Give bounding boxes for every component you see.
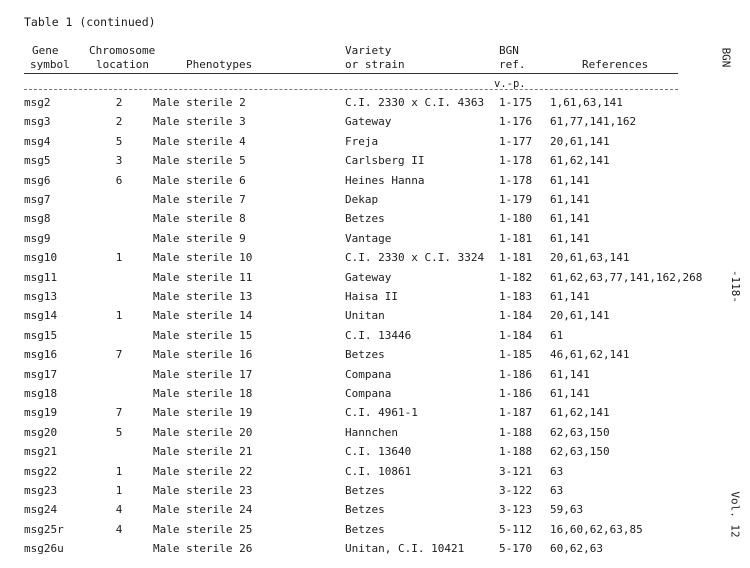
chromosome-location-cell: 1 [115,251,123,265]
references-cell: 63 [550,484,564,497]
variety-or-strain-cell: Freja [345,134,379,148]
phenotype-cell: Male sterile 18 [153,387,253,400]
gene-symbol-cell: msg10 [24,251,58,265]
phenotype-cell: Male sterile 8 [153,212,246,226]
gene-symbol-cell: msg21 [24,445,58,459]
phenotype-cell: Male sterile 23 [153,484,253,497]
variety-or-strain-cell: Hannchen [345,425,398,439]
phenotype-cell: Male sterile 26 [153,542,253,556]
table-row [0,251,750,270]
header-variety-line2: or strain [345,58,405,71]
references-cell: 60,62,63 [550,542,603,556]
bgn-reference-cell: 1-177 [499,134,533,148]
header-bgn-line1: BGN [499,44,519,57]
gene-symbol-cell: msg23 [24,484,58,497]
table-row [0,309,750,328]
variety-or-strain-cell: Unitan, C.I. 10421 [345,542,465,556]
gene-symbol-cell: msg19 [24,406,58,420]
bgn-reference-cell: 1-180 [499,212,533,226]
gene-symbol-cell: msg4 [24,134,51,148]
variety-or-strain-cell: C.I. 13446 [345,328,412,342]
phenotype-cell: Male sterile 24 [153,503,253,517]
bgn-reference-cell: 1-175 [499,96,533,109]
header-chromosome-line2: location [96,58,149,71]
table-row [0,154,750,173]
gene-symbol-cell: msg14 [24,309,58,323]
phenotype-cell: Male sterile 22 [153,464,253,478]
table-row [0,368,750,387]
gene-symbol-cell: msg2 [24,96,51,109]
header-phenotypes: Phenotypes [186,58,253,71]
gene-symbol-cell: msg15 [24,328,58,342]
phenotype-cell: Male sterile 10 [153,251,253,265]
table-row [0,406,750,425]
references-cell: 61,62,63,77,141,162,268 [550,270,703,284]
references-cell: 61,77,141,162 [550,115,637,129]
bgn-reference-cell: 1-188 [499,425,533,439]
header-gene-line1: Gene [32,44,59,57]
header-chromosome-line1: Chromosome [89,44,156,57]
bgn-reference-cell: 3-123 [499,503,533,517]
bgn-reference-cell: 5-170 [499,542,533,556]
phenotype-cell: Male sterile 16 [153,348,253,362]
variety-or-strain-cell: C.I. 2330 x C.I. 3324 [345,251,485,265]
gene-symbol-cell: msg11 [24,270,58,284]
variety-or-strain-cell: Gateway [345,270,392,284]
bgn-reference-cell: 1-186 [499,367,533,381]
references-cell: 59,63 [550,503,584,517]
variety-or-strain-cell: Heines Hanna [345,173,425,187]
table-row [0,271,750,290]
chromosome-location-cell: 1 [115,464,123,478]
phenotype-cell: Male sterile 7 [153,193,246,206]
chromosome-location-cell: 1 [115,484,123,497]
margin-journal: BGN [719,47,733,68]
header-rule-top [24,73,678,74]
chromosome-location-cell: 3 [115,154,123,168]
gene-symbol-cell: msg22 [24,464,58,478]
references-cell: 20,61,141 [550,309,610,323]
variety-or-strain-cell: C.I. 10861 [345,464,412,478]
gene-symbol-cell: msg13 [24,290,58,303]
bgn-reference-cell: 1-186 [499,387,533,400]
references-cell: 63 [550,464,564,478]
variety-or-strain-cell: Haisa II [345,290,398,303]
phenotype-cell: Male sterile 3 [153,115,246,129]
phenotype-cell: Male sterile 21 [153,445,253,459]
table-row [0,329,750,348]
variety-or-strain-cell: Betzes [345,522,385,536]
header-variety-line1: Variety [345,44,392,57]
phenotype-cell: Male sterile 17 [153,367,253,381]
references-cell: 1,61,63,141 [550,96,623,109]
variety-or-strain-cell: Vantage [345,231,392,245]
bgn-reference-cell: 1-184 [499,328,533,342]
table-row [0,426,750,445]
header-rule-bottom [24,89,678,90]
phenotype-cell: Male sterile 20 [153,425,253,439]
references-cell: 61 [550,328,564,342]
references-cell: 16,60,62,63,85 [550,522,643,536]
phenotype-cell: Male sterile 25 [153,522,253,536]
variety-or-strain-cell: Betzes [345,212,385,226]
variety-or-strain-cell: Compana [345,367,392,381]
header-references: References [582,58,649,71]
table-row [0,484,750,503]
references-cell: 61,141 [550,231,590,245]
header-variety [345,44,405,72]
phenotype-cell: Male sterile 6 [153,173,246,187]
table-row [0,542,750,561]
bgn-reference-cell: 1-185 [499,348,533,362]
variety-or-strain-cell: C.I. 4961-1 [345,406,418,420]
variety-or-strain-cell: Betzes [345,348,385,362]
variety-or-strain-cell: C.I. 13640 [345,445,412,459]
variety-or-strain-cell: Betzes [345,484,385,497]
gene-symbol-cell: msg5 [24,154,51,168]
gene-symbol-cell: msg9 [24,231,51,245]
header-gene [30,44,70,72]
variety-or-strain-cell: Betzes [345,503,385,517]
table-row [0,174,750,193]
table-row [0,503,750,522]
bgn-reference-cell: 1-178 [499,173,533,187]
table-row [0,232,750,251]
references-cell: 20,61,141 [550,134,610,148]
bgn-reference-cell: 3-121 [499,464,533,478]
chromosome-location-cell: 5 [115,134,123,148]
variety-or-strain-cell: Dekap [345,193,379,206]
variety-or-strain-cell: Carlsberg II [345,154,425,168]
gene-symbol-cell: msg17 [24,367,58,381]
gene-symbol-cell: msg18 [24,387,58,400]
table-row [0,290,750,309]
table-row [0,348,750,367]
phenotype-cell: Male sterile 4 [153,134,246,148]
references-cell: 62,63,150 [550,425,610,439]
chromosome-location-cell: 6 [115,173,123,187]
references-cell: 61,141 [550,212,590,226]
gene-symbol-cell: msg8 [24,212,51,226]
phenotype-cell: Male sterile 9 [153,231,246,245]
references-cell: 46,61,62,141 [550,348,630,362]
bgn-reference-cell: 1-181 [499,231,533,245]
references-cell: 61,62,141 [550,406,610,420]
bgn-subheader: v.-p. [494,78,526,90]
bgn-reference-cell: 1-182 [499,270,533,284]
table-row [0,135,750,154]
gene-symbol-cell: msg16 [24,348,58,362]
table-caption: Table 1 (continued) [24,15,156,29]
table-row [0,387,750,406]
header-chromosome [89,44,155,72]
table-row [0,445,750,464]
variety-or-strain-cell: Compana [345,387,392,400]
bgn-reference-cell: 1-184 [499,309,533,323]
chromosome-location-cell: 1 [115,309,123,323]
header-gene-line2: symbol [30,58,70,71]
chromosome-location-cell: 2 [115,96,123,109]
table-row [0,465,750,484]
variety-or-strain-cell: Unitan [345,309,385,323]
bgn-reference-cell: 1-176 [499,115,533,129]
header-bgn [499,44,526,72]
bgn-reference-cell: 1-181 [499,251,533,265]
table-row [0,96,750,115]
phenotype-cell: Male sterile 11 [153,270,253,284]
phenotype-cell: Male sterile 15 [153,328,253,342]
references-cell: 62,63,150 [550,445,610,459]
bgn-reference-cell: 5-112 [499,522,533,536]
gene-symbol-cell: msg7 [24,193,51,206]
chromosome-location-cell: 7 [115,348,123,362]
table-row [0,212,750,231]
table-row [0,115,750,134]
references-cell: 61,141 [550,193,590,206]
bgn-reference-cell: 3-122 [499,484,533,497]
bgn-reference-cell: 1-187 [499,406,533,420]
chromosome-location-cell: 2 [115,115,123,129]
gene-symbol-cell: msg3 [24,115,51,129]
references-cell: 61,141 [550,387,590,400]
references-cell: 61,62,141 [550,154,610,168]
bgn-reference-cell: 1-183 [499,290,533,303]
phenotype-cell: Male sterile 13 [153,290,253,303]
gene-symbol-cell: msg26u [24,542,64,556]
phenotype-cell: Male sterile 5 [153,154,246,168]
bgn-reference-cell: 1-178 [499,154,533,168]
references-cell: 61,141 [550,290,590,303]
header-bgn-line2: ref. [499,58,526,71]
table-row [0,193,750,212]
bgn-reference-cell: 1-179 [499,193,533,206]
variety-or-strain-cell: Gateway [345,115,392,129]
phenotype-cell: Male sterile 14 [153,309,253,323]
gene-symbol-cell: msg25r [24,522,64,536]
table-row [0,523,750,542]
variety-or-strain-cell: C.I. 2330 x C.I. 4363 [345,96,485,109]
chromosome-location-cell: 4 [115,522,123,536]
gene-symbol-cell: msg6 [24,173,51,187]
chromosome-location-cell: 4 [115,503,123,517]
chromosome-location-cell: 7 [115,406,123,420]
references-cell: 61,141 [550,367,590,381]
references-cell: 20,61,63,141 [550,251,630,265]
gene-symbol-cell: msg24 [24,503,58,517]
margin-page-number: -118- [729,269,743,304]
references-cell: 61,141 [550,173,590,187]
chromosome-location-cell: 5 [115,425,123,439]
margin-volume: Vol. 12 [728,491,742,538]
bgn-reference-cell: 1-188 [499,445,533,459]
phenotype-cell: Male sterile 2 [153,96,246,109]
phenotype-cell: Male sterile 19 [153,406,253,420]
gene-symbol-cell: msg20 [24,425,58,439]
